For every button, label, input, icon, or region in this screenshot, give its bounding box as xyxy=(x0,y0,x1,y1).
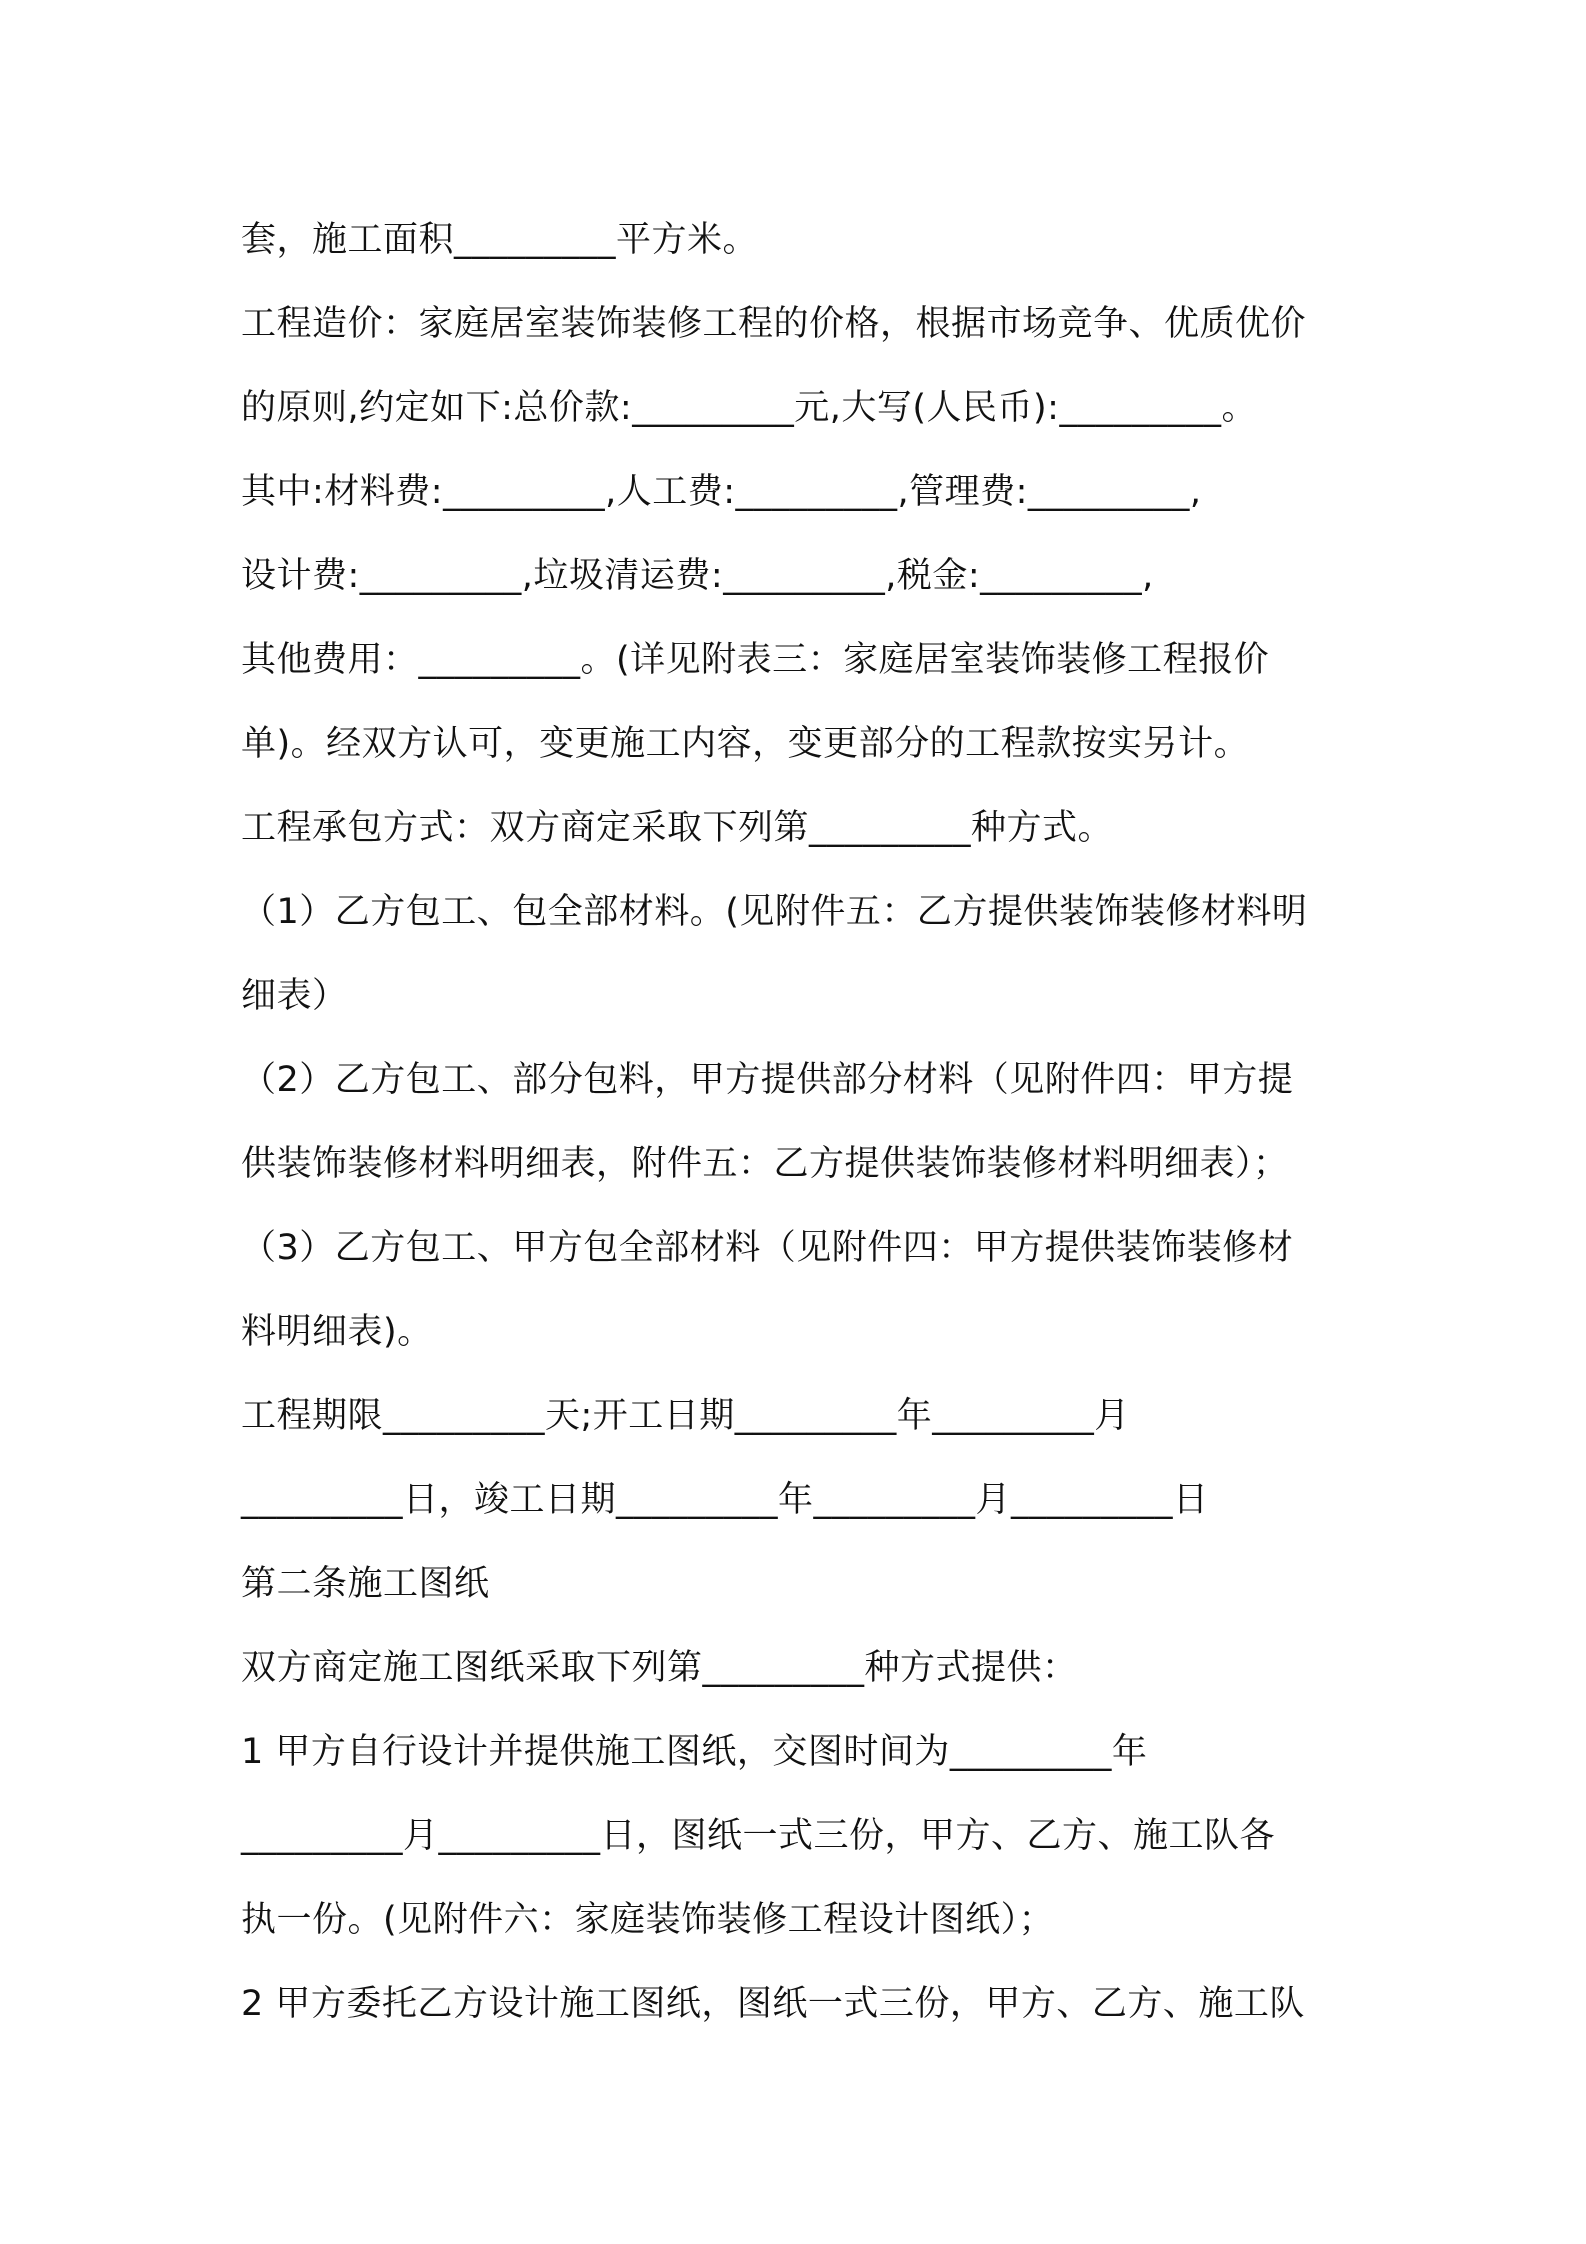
text-line: 套，施工面积_________平方米。 xyxy=(241,220,759,260)
text-line: 供装饰装修材料明细表，附件五：乙方提供装饰装修材料明细表）； xyxy=(241,1144,1289,1184)
text-line: 2 甲方委托乙方设计施工图纸，图纸一式三份，甲方、乙方、施工队 xyxy=(241,1984,1305,2024)
text-line: （2）乙方包工、部分包料，甲方提供部分材料（见附件四：甲方提 xyxy=(241,1060,1294,1100)
text-line: 单)。经双方认可，变更施工内容，变更部分的工程款按实另计。 xyxy=(241,724,1250,764)
text-line: 其他费用：_________。(详见附表三：家庭居室装饰装修工程报价 xyxy=(241,640,1270,680)
text-line: _________日，竣工日期_________年_________月_________日 xyxy=(241,1480,1209,1520)
text-line: 其中:材料费:_________,人工费:_________,管理费:_________, xyxy=(241,472,1202,512)
text-line: 料明细表)。 xyxy=(241,1312,433,1352)
text-line: 设计费:_________,垃圾清运费:_________,税金:_________, xyxy=(241,556,1154,596)
text-line: 执一份。(见附件六：家庭装饰装修工程设计图纸）； xyxy=(241,1900,1055,1940)
text-line: 1 甲方自行设计并提供施工图纸，交图时间为_________年 xyxy=(241,1732,1148,1772)
section-heading: 第二条施工图纸 xyxy=(241,1564,490,1604)
document-body xyxy=(241,198,1381,2046)
text-line: 细表） xyxy=(241,976,348,1016)
text-line: 工程期限_________天;开工日期_________年_________月 xyxy=(241,1396,1130,1436)
text-line: （3）乙方包工、甲方包全部材料（见附件四：甲方提供装饰装修材 xyxy=(241,1228,1294,1268)
text-line: 的原则,约定如下:总价款:_________元,大写(人民币):_________。 xyxy=(241,388,1257,428)
text-line: 工程承包方式：双方商定采取下列第_________种方式。 xyxy=(241,808,1114,848)
text-line: _________月_________日，图纸一式三份，甲方、乙方、施工队各 xyxy=(241,1816,1276,1856)
text-line: （1）乙方包工、包全部材料。(见附件五：乙方提供装饰装修材料明 xyxy=(241,892,1308,932)
text-line: 双方商定施工图纸采取下列第_________种方式提供： xyxy=(241,1648,1078,1688)
text-line: 工程造价：家庭居室装饰装修工程的价格，根据市场竞争、优质优价 xyxy=(241,304,1307,344)
